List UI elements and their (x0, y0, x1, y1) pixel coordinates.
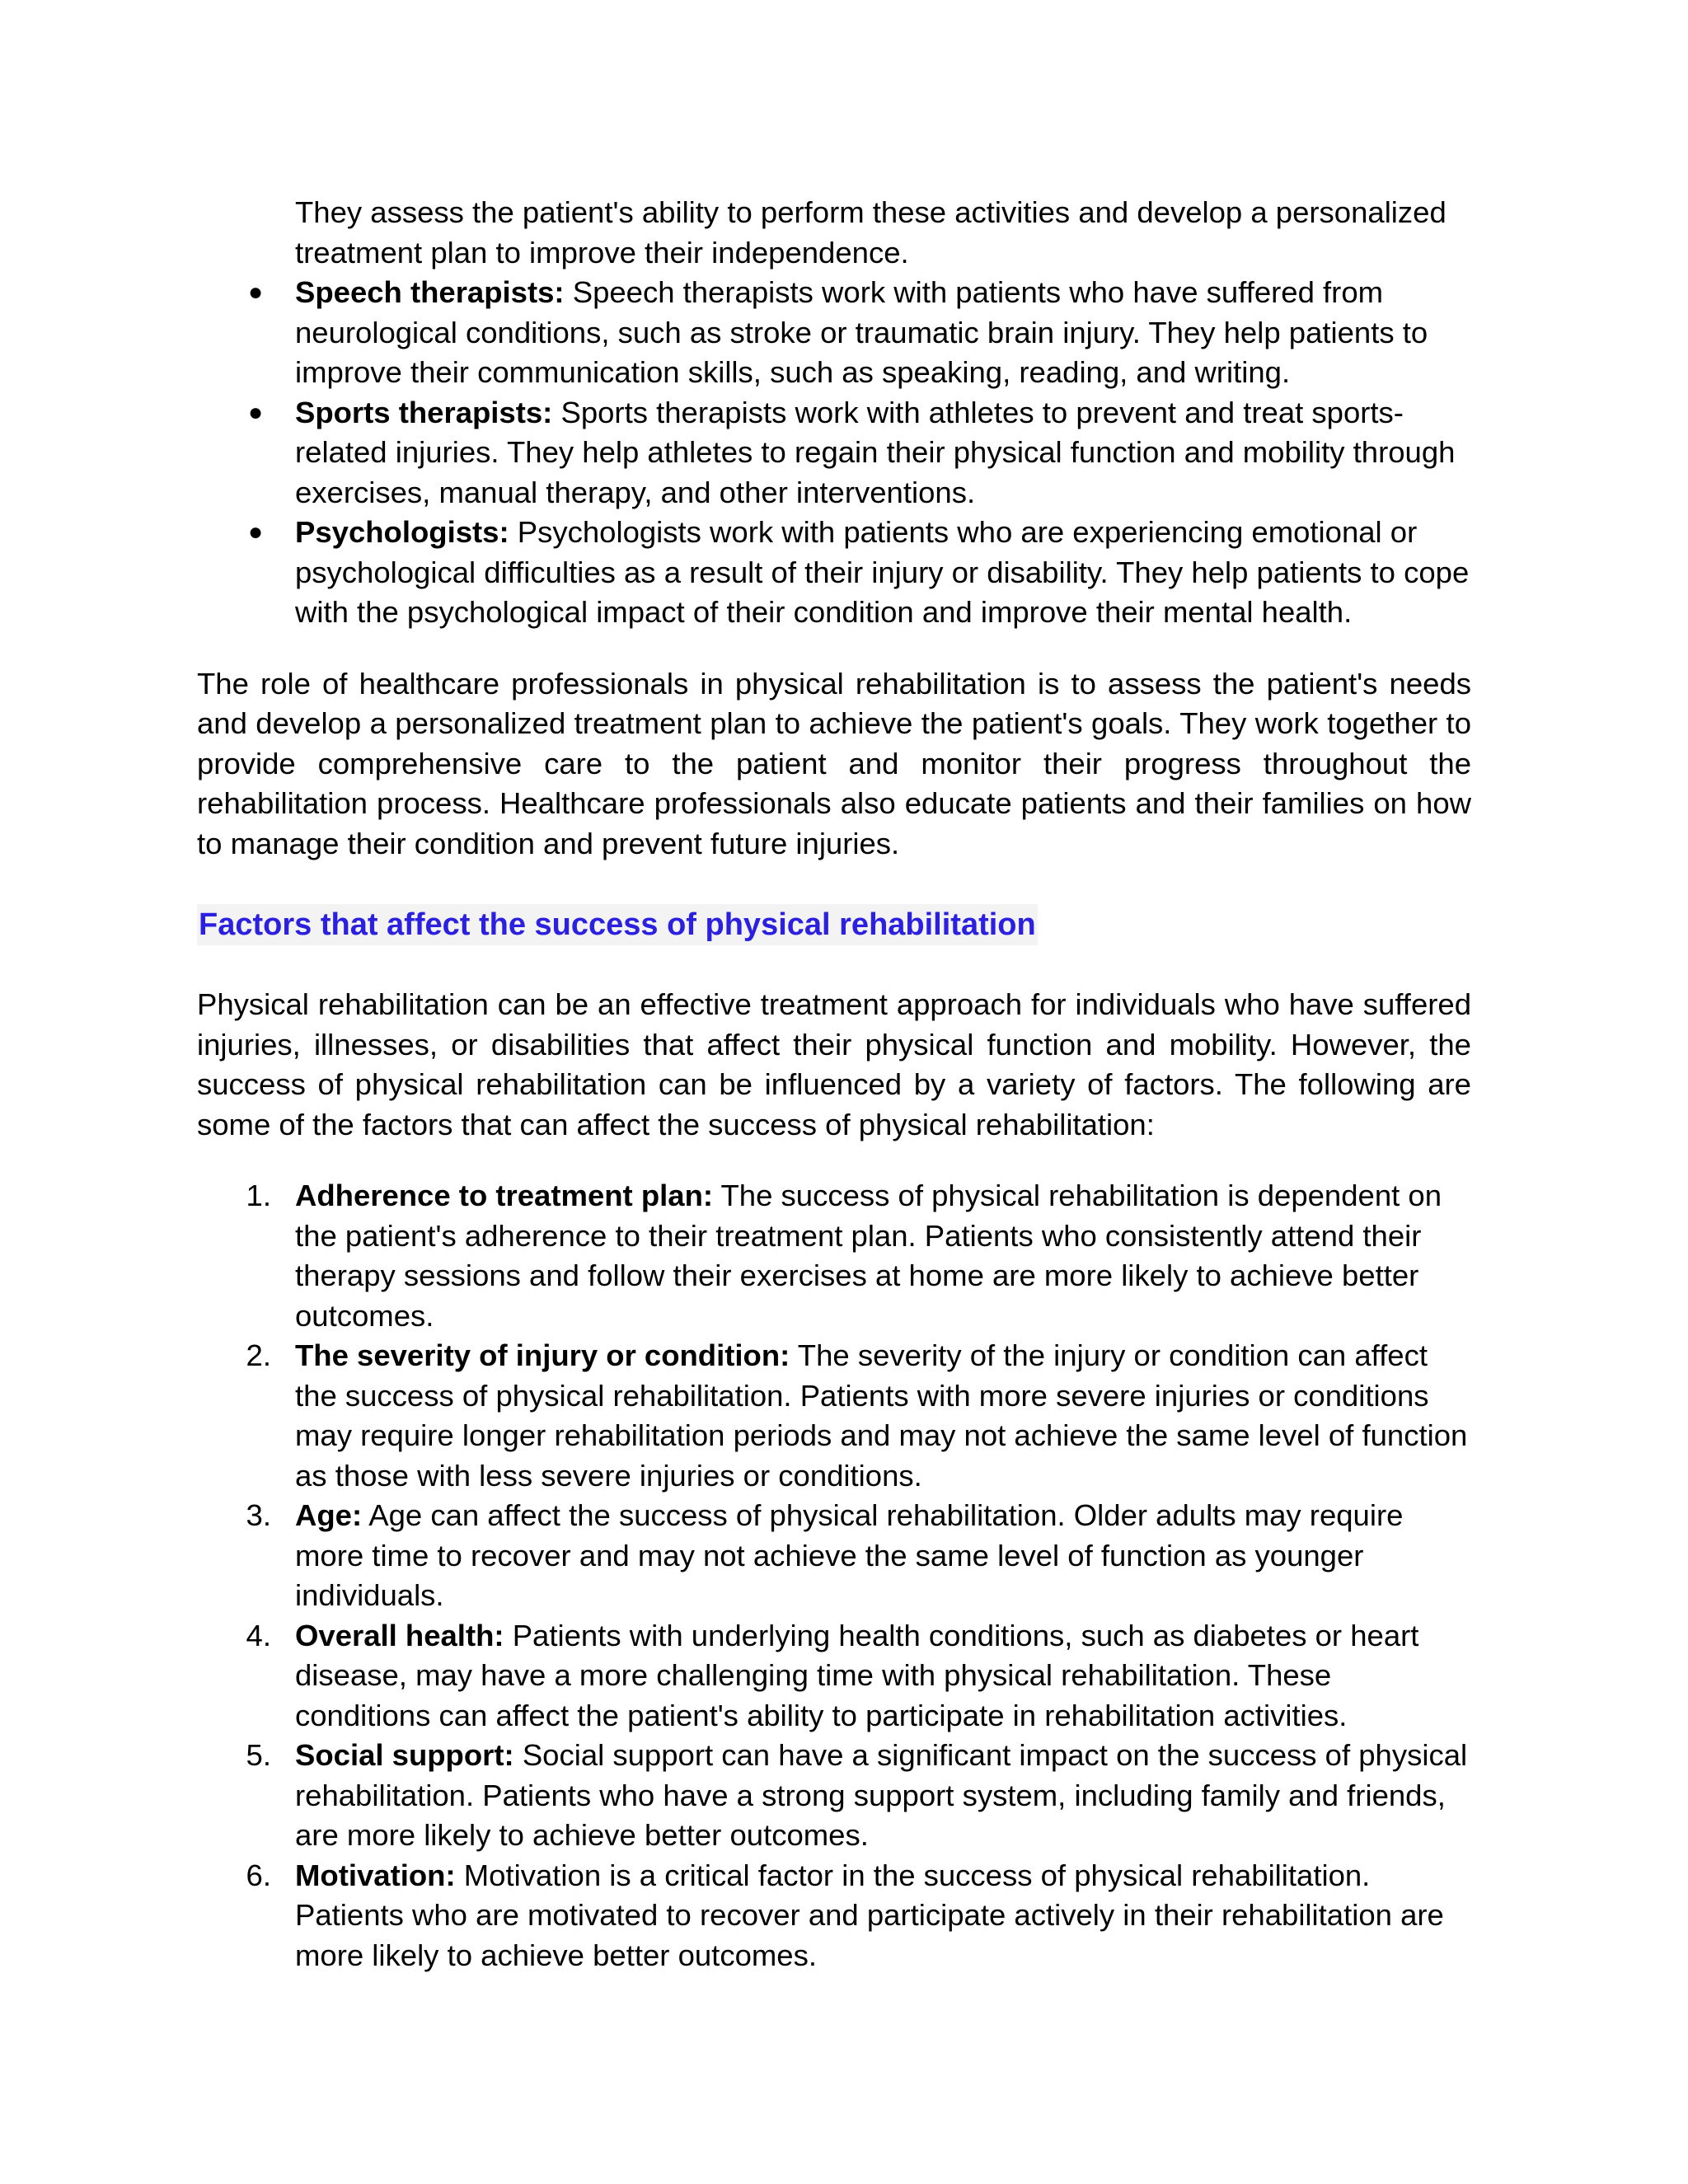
bullet-icon: ● (248, 398, 264, 426)
bullet-term: Speech therapists: (295, 275, 565, 309)
factor-text: Motivation is a critical factor in the success of physical rehabilitation. Patients who are motivated to recover and participate actively in their rehabilitation are more likely to achieve better outcomes. (295, 1858, 1444, 1972)
factor-item-motivation (197, 1856, 1471, 1976)
role-paragraph: The role of healthcare professionals in physical rehabilitation is to assess the patient's needs and develop a personalized treatment plan to achieve the patient's goals. They work together to provide comprehensive care to the patient and monitor their progress throughout the rehabilitation process. Healthcare professionals also educate patients and their families on how to manage their condition and prevent future injuries. (197, 666, 1471, 860)
factor-term: The severity of injury or condition: (295, 1338, 790, 1372)
bullet-text: Psychologists work with patients who are experiencing emotional or psychological difficulties as a result of their injury or disability. They help patients to cope with the psychological impact of their condition and improve their mental health. (295, 515, 1470, 629)
list-number: 4. (246, 1618, 271, 1652)
factor-term: Overall health: (295, 1618, 504, 1652)
bullet-item-speech-therapists (197, 273, 1471, 393)
bullet-item-psychologists (197, 513, 1471, 633)
factor-item-adherence (197, 1176, 1471, 1336)
factor-item-age (197, 1496, 1471, 1616)
factor-item-social-support (197, 1736, 1471, 1856)
list-item-continuation: They assess the patient's ability to perform these activities and develop a personalized treatment plan to improve their independence. (295, 195, 1447, 269)
list-number: 1. (246, 1179, 271, 1212)
list-number: 2. (246, 1338, 271, 1372)
bullet-icon: ● (248, 279, 264, 306)
document-content (197, 193, 1471, 1975)
factor-text: The success of physical rehabilitation is dependent on the patient's adherence to their treatment plan. Patients who consistently attend their therapy sessions and follow their exercises at home are more likely to achieve better outcomes. (295, 1179, 1442, 1333)
factor-text: The severity of the injury or condition can affect the success of physical rehabilitation. Patients with more severe injuries or conditions may require longer rehabilitation periods and may not achieve the same level of function as those with less severe injuries or conditions. (295, 1338, 1468, 1493)
therapist-bullet-list (197, 273, 1471, 633)
factor-text: Social support can have a significant impact on the success of physical rehabilitation. Patients who have a strong support system, including family and friends, are more likely to achieve better outcomes. (295, 1738, 1468, 1852)
factor-term: Social support: (295, 1738, 514, 1772)
list-number: 5. (246, 1738, 271, 1772)
list-number: 6. (246, 1858, 271, 1892)
factor-term: Adherence to treatment plan: (295, 1179, 714, 1212)
factor-term: Motivation: (295, 1858, 456, 1892)
factor-term: Age: (295, 1498, 363, 1532)
factor-item-overall-health (197, 1616, 1471, 1736)
bullet-text: Speech therapists work with patients who have suffered from neurological conditions, such as stroke or traumatic brain injury. They help patients to improve their communication skills, such as speaking, reading, and writing. (295, 275, 1428, 389)
list-number: 3. (246, 1498, 271, 1532)
factor-item-severity (197, 1336, 1471, 1496)
bullet-term: Psychologists: (295, 515, 509, 549)
factors-numbered-list (197, 1176, 1471, 1975)
factors-intro-paragraph: Physical rehabilitation can be an effective treatment approach for individuals who have suffered injuries, illnesses, or disabilities that affect their physical function and mobility. However, the success of physical rehabilitation can be influenced by a variety of factors. The following are some of the factors that can affect the success of physical rehabilitation: (197, 987, 1471, 1141)
factor-text: Age can affect the success of physical rehabilitation. Older adults may require more time to recover and may not achieve the same level of function as younger individuals. (295, 1498, 1404, 1612)
bullet-item-sports-therapists (197, 393, 1471, 513)
bullet-icon: ● (248, 518, 264, 546)
factor-text: Patients with underlying health conditions, such as diabetes or heart disease, may have a more challenging time with physical rehabilitation. These conditions can affect the patient's ability to participate in rehabilitation activities. (295, 1618, 1419, 1732)
bullet-term: Sports therapists: (295, 395, 553, 429)
section-heading: Factors that affect the success of physical rehabilitation (197, 904, 1038, 945)
bullet-text: Sports therapists work with athletes to prevent and treat sports-related injuries. They help athletes to regain their physical function and mobility through exercises, manual therapy, and other interventions. (295, 395, 1456, 509)
